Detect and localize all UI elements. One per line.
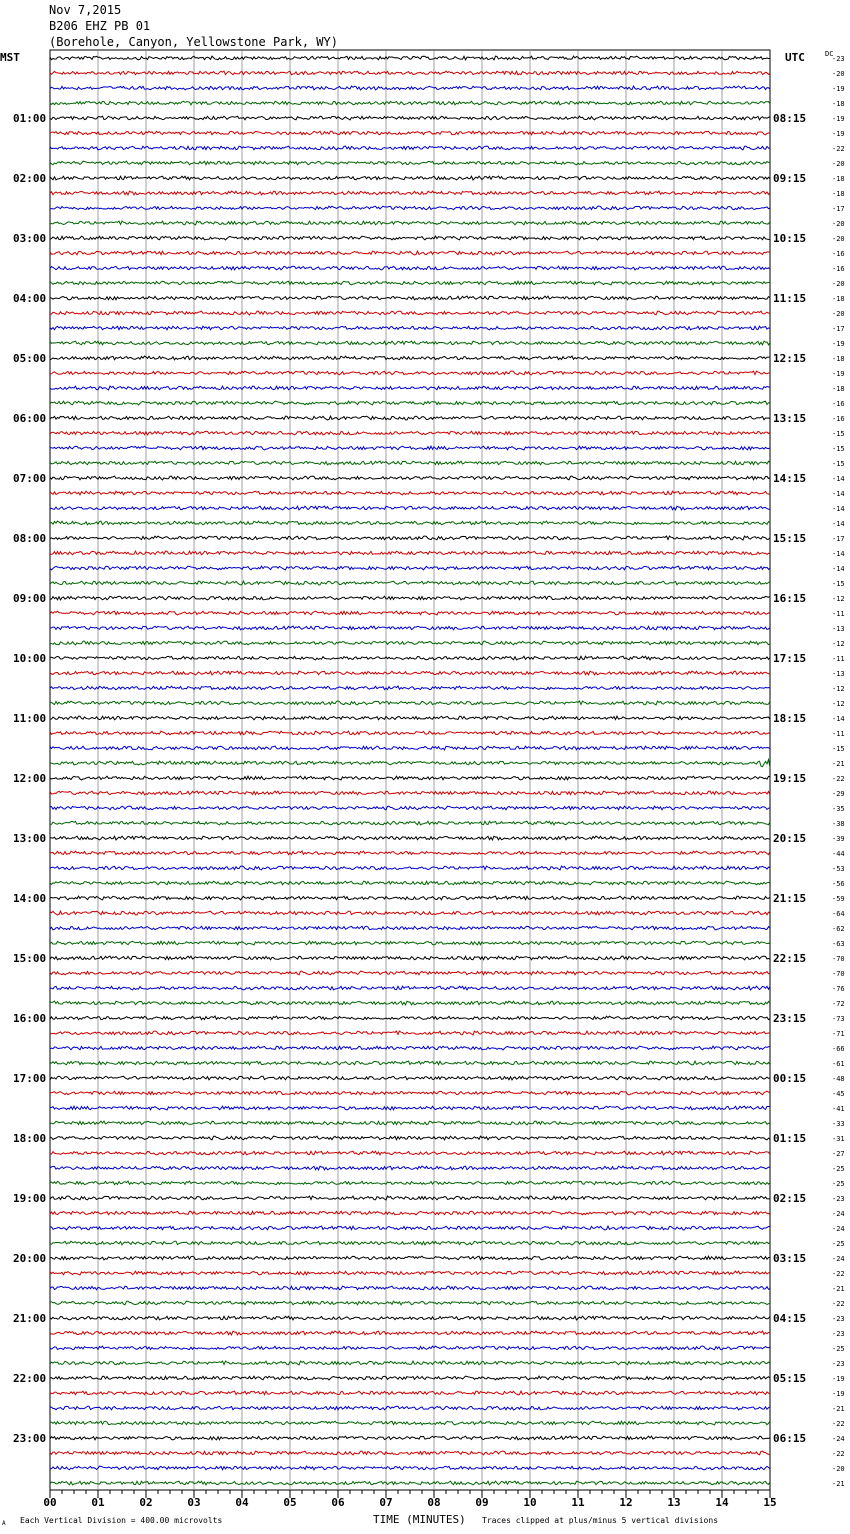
x-tick-label: 15 (763, 1496, 777, 1509)
trace-row (50, 866, 770, 870)
dc-offset-label: -39 (832, 835, 845, 843)
trace-row (50, 1121, 770, 1125)
dc-offset-label: -12 (832, 595, 845, 603)
x-tick-label: 11 (571, 1496, 585, 1509)
dc-offset-label: -19 (832, 1375, 845, 1383)
label-group (13, 55, 845, 1509)
trace-row (50, 191, 770, 195)
left-hour-label: 03:00 (13, 232, 47, 245)
dc-offset-label: -59 (832, 895, 845, 903)
trace-row (50, 1436, 770, 1440)
right-hour-label: 16:15 (773, 592, 807, 605)
trace-row (50, 311, 770, 315)
trace-row (50, 1031, 770, 1035)
dc-offset-label: -20 (832, 160, 845, 168)
dc-offset-label: -18 (832, 385, 845, 393)
x-tick-label: 04 (235, 1496, 249, 1509)
trace-row (50, 1376, 770, 1380)
right-hour-label: 21:15 (773, 892, 807, 905)
dc-offset-label: -12 (832, 700, 845, 708)
trace-row (50, 1451, 770, 1455)
dc-offset-label: -23 (832, 1195, 845, 1203)
right-hour-label: 04:15 (773, 1312, 807, 1325)
dc-offset-label: -62 (832, 925, 845, 933)
plot-date: Nov 7,2015 (49, 3, 122, 17)
left-hour-label: 08:00 (13, 532, 47, 545)
left-hour-label: 04:00 (13, 292, 47, 305)
left-hour-label: 01:00 (13, 112, 47, 125)
trace-row (50, 760, 770, 768)
dc-offset-label: -14 (832, 475, 845, 483)
dc-offset-header: DC (825, 50, 834, 58)
left-hour-label: 13:00 (13, 832, 47, 845)
left-hour-label: 02:00 (13, 172, 47, 185)
dc-offset-label: -20 (832, 1465, 845, 1473)
trace-row (50, 1271, 770, 1275)
dc-offset-label: -22 (832, 1420, 845, 1428)
dc-offset-label: -24 (832, 1210, 845, 1218)
dc-offset-label: -71 (832, 1030, 845, 1038)
trace-row (50, 146, 770, 150)
right-hour-label: 02:15 (773, 1192, 807, 1205)
right-hour-label: 08:15 (773, 112, 807, 125)
dc-offset-label: -15 (832, 580, 845, 588)
right-hour-label: 23:15 (773, 1012, 807, 1025)
dc-offset-label: -24 (832, 1255, 845, 1263)
dc-offset-label: -11 (832, 610, 845, 618)
dc-offset-label: -20 (832, 70, 845, 78)
trace-row (50, 971, 770, 975)
dc-offset-label: -14 (832, 715, 845, 723)
trace-row (50, 1001, 770, 1005)
left-hour-label: 15:00 (13, 952, 47, 965)
trace-group (50, 56, 770, 1485)
left-hour-label: 11:00 (13, 712, 47, 725)
left-hour-label: 16:00 (13, 1012, 47, 1025)
trace-row (50, 1061, 770, 1065)
dc-offset-label: -22 (832, 1270, 845, 1278)
left-hour-label: 12:00 (13, 772, 47, 785)
right-hour-label: 19:15 (773, 772, 807, 785)
right-hour-label: 22:15 (773, 952, 807, 965)
trace-row (50, 581, 770, 585)
trace-row (50, 731, 770, 735)
trace-row (50, 1166, 770, 1170)
x-tick-label: 09 (475, 1496, 489, 1509)
trace-row (50, 401, 770, 405)
left-hour-label: 21:00 (13, 1312, 47, 1325)
dc-offset-label: -64 (832, 910, 845, 918)
dc-offset-label: -14 (832, 550, 845, 558)
dc-offset-label: -19 (832, 1390, 845, 1398)
trace-row (50, 686, 770, 690)
dc-offset-label: -20 (832, 235, 845, 243)
trace-row (50, 596, 770, 600)
trace-row (50, 101, 770, 105)
dc-offset-label: -44 (832, 850, 845, 858)
trace-row (50, 251, 770, 255)
trace-row (50, 1481, 770, 1485)
left-hour-label: 14:00 (13, 892, 47, 905)
dc-offset-label: -15 (832, 460, 845, 468)
dc-offset-label: -20 (832, 310, 845, 318)
x-tick-label: 12 (619, 1496, 633, 1509)
dc-offset-label: -18 (832, 355, 845, 363)
right-hour-label: 20:15 (773, 832, 807, 845)
x-tick-label: 01 (91, 1496, 105, 1509)
dc-offset-label: -14 (832, 505, 845, 513)
trace-row (50, 1286, 770, 1290)
trace-row (50, 956, 770, 960)
dc-offset-label: -22 (832, 775, 845, 783)
trace-row (50, 161, 770, 165)
left-hour-label: 23:00 (13, 1432, 47, 1445)
dc-offset-label: -35 (832, 805, 845, 813)
right-hour-label: 11:15 (773, 292, 807, 305)
dc-offset-label: -18 (832, 100, 845, 108)
trace-row (50, 1406, 770, 1410)
trace-row (50, 536, 770, 540)
trace-row (50, 806, 770, 810)
trace-row (50, 1331, 770, 1335)
dc-offset-label: -23 (832, 55, 845, 63)
dc-offset-label: -19 (832, 340, 845, 348)
right-timezone-label: UTC (785, 51, 805, 64)
right-hour-label: 01:15 (773, 1132, 807, 1145)
dc-offset-label: -24 (832, 1225, 845, 1233)
trace-row (50, 1136, 770, 1140)
dc-offset-label: -15 (832, 745, 845, 753)
trace-row (50, 296, 770, 300)
dc-offset-label: -25 (832, 1240, 845, 1248)
x-tick-label: 14 (715, 1496, 729, 1509)
dc-offset-label: -19 (832, 130, 845, 138)
dc-offset-label: -70 (832, 970, 845, 978)
right-hour-label: 15:15 (773, 532, 807, 545)
x-axis-title: TIME (MINUTES) (373, 1513, 466, 1526)
left-timezone-label: MST (0, 51, 20, 64)
trace-row (50, 776, 770, 780)
dc-offset-label: -14 (832, 565, 845, 573)
dc-offset-label: -53 (832, 865, 845, 873)
right-hour-label: 10:15 (773, 232, 807, 245)
dc-offset-label: -29 (832, 790, 845, 798)
dc-offset-label: -11 (832, 655, 845, 663)
trace-row (50, 641, 770, 645)
right-hour-label: 06:15 (773, 1432, 807, 1445)
x-tick-label: 08 (427, 1496, 441, 1509)
dc-offset-label: -21 (832, 1480, 845, 1488)
trace-row (50, 1076, 770, 1080)
x-tick-label: 02 (139, 1496, 153, 1509)
dc-offset-label: -14 (832, 490, 845, 498)
trace-row (50, 1091, 770, 1095)
dc-offset-label: -24 (832, 1435, 845, 1443)
trace-row (50, 476, 770, 480)
trace-row (50, 911, 770, 915)
dc-offset-label: -16 (832, 265, 845, 273)
trace-row (50, 266, 770, 270)
trace-row (50, 926, 770, 930)
dc-offset-label: -12 (832, 685, 845, 693)
station-location: (Borehole, Canyon, Yellowstone Park, WY) (49, 35, 338, 49)
right-hour-label: 12:15 (773, 352, 807, 365)
trace-row (50, 56, 770, 60)
right-hour-label: 17:15 (773, 652, 807, 665)
left-hour-label: 09:00 (13, 592, 47, 605)
dc-offset-label: -20 (832, 280, 845, 288)
x-tick-label: 07 (379, 1496, 393, 1509)
x-tick-label: 13 (667, 1496, 681, 1509)
dc-offset-label: -63 (832, 940, 845, 948)
trace-row (50, 1301, 770, 1305)
trace-row (50, 1151, 770, 1155)
dc-offset-label: -20 (832, 220, 845, 228)
trace-row (50, 881, 770, 885)
dc-offset-label: -17 (832, 325, 845, 333)
trace-row (50, 1391, 770, 1395)
trace-row (50, 1241, 770, 1245)
dc-offset-label: -17 (832, 205, 845, 213)
trace-row (50, 671, 770, 675)
left-hour-label: 18:00 (13, 1132, 47, 1145)
dc-offset-label: -19 (832, 85, 845, 93)
trace-row (50, 851, 770, 855)
trace-row (50, 1226, 770, 1230)
trace-row (50, 941, 770, 945)
dc-offset-label: -33 (832, 1120, 845, 1128)
dc-offset-label: -76 (832, 985, 845, 993)
trace-row (50, 221, 770, 225)
dc-offset-label: -19 (832, 115, 845, 123)
trace-row (50, 716, 770, 720)
dc-offset-label: -22 (832, 1450, 845, 1458)
left-hour-label: 06:00 (13, 412, 47, 425)
x-tick-label: 03 (187, 1496, 201, 1509)
trace-row (50, 1316, 770, 1320)
trace-row (50, 1211, 770, 1215)
trace-row (50, 1466, 770, 1470)
dc-offset-label: -25 (832, 1165, 845, 1173)
dc-offset-label: -23 (832, 1330, 845, 1338)
trace-row (50, 86, 770, 90)
trace-row (50, 341, 770, 345)
trace-row (50, 791, 770, 795)
trace-row (50, 701, 770, 705)
left-hour-label: 05:00 (13, 352, 47, 365)
trace-row (50, 611, 770, 615)
x-tick-label: 10 (523, 1496, 537, 1509)
right-hour-label: 18:15 (773, 712, 807, 725)
dc-offset-label: -25 (832, 1345, 845, 1353)
right-hour-label: 00:15 (773, 1072, 807, 1085)
clip-note: Traces clipped at plus/minus 5 vertical divisions (482, 1516, 719, 1525)
trace-row (50, 656, 770, 660)
trace-row (50, 1016, 770, 1020)
trace-row (50, 431, 770, 435)
dc-offset-label: -16 (832, 415, 845, 423)
dc-offset-label: -66 (832, 1045, 845, 1053)
dc-offset-label: -15 (832, 445, 845, 453)
trace-row (50, 416, 770, 420)
right-hour-label: 03:15 (773, 1252, 807, 1265)
x-tick-label: 00 (43, 1496, 57, 1509)
trace-row (50, 1361, 770, 1365)
corner-mark: A (2, 1520, 6, 1527)
trace-row (50, 746, 770, 750)
dc-offset-label: -17 (832, 535, 845, 543)
dc-offset-label: -70 (832, 955, 845, 963)
trace-row (50, 461, 770, 465)
dc-offset-label: -12 (832, 640, 845, 648)
right-hour-label: 09:15 (773, 172, 807, 185)
trace-row (50, 176, 770, 180)
dc-offset-label: -41 (832, 1105, 845, 1113)
trace-row (50, 551, 770, 555)
dc-offset-label: -21 (832, 1405, 845, 1413)
dc-offset-label: -38 (832, 820, 845, 828)
trace-row (50, 116, 770, 120)
trace-row (50, 206, 770, 210)
left-hour-label: 20:00 (13, 1252, 47, 1265)
left-hour-label: 07:00 (13, 472, 47, 485)
trace-row (50, 1256, 770, 1260)
trace-row (50, 446, 770, 450)
dc-offset-label: -72 (832, 1000, 845, 1008)
dc-offset-label: -16 (832, 250, 845, 258)
trace-row (50, 1181, 770, 1185)
dc-offset-label: -56 (832, 880, 845, 888)
trace-row (50, 131, 770, 135)
dc-offset-label: -25 (832, 1180, 845, 1188)
dc-offset-label: -61 (832, 1060, 845, 1068)
dc-offset-label: -22 (832, 145, 845, 153)
trace-row (50, 1046, 770, 1050)
trace-row (50, 1421, 770, 1425)
trace-row (50, 1106, 770, 1110)
dc-offset-label: -18 (832, 175, 845, 183)
dc-offset-label: -18 (832, 190, 845, 198)
dc-offset-label: -19 (832, 370, 845, 378)
dc-offset-label: -23 (832, 1315, 845, 1323)
trace-row (50, 386, 770, 390)
dc-offset-label: -18 (832, 295, 845, 303)
x-tick-label: 05 (283, 1496, 297, 1509)
station-code: B206 EHZ PB 01 (49, 19, 151, 33)
trace-row (50, 1346, 770, 1350)
dc-offset-label: -48 (832, 1075, 845, 1083)
trace-row (50, 821, 770, 825)
dc-offset-label: -21 (832, 760, 845, 768)
trace-row (50, 326, 770, 330)
trace-row (50, 896, 770, 900)
right-hour-label: 14:15 (773, 472, 807, 485)
dc-offset-label: -45 (832, 1090, 845, 1098)
trace-row (50, 836, 770, 840)
right-hour-label: 13:15 (773, 412, 807, 425)
dc-offset-label: -27 (832, 1150, 845, 1158)
dc-offset-label: -22 (832, 1300, 845, 1308)
trace-row (50, 1196, 770, 1200)
trace-row (50, 71, 770, 75)
trace-row (50, 626, 770, 630)
left-hour-label: 19:00 (13, 1192, 47, 1205)
trace-row (50, 356, 770, 360)
dc-offset-label: -14 (832, 520, 845, 528)
scale-note: Each Vertical Division = 400.00 microvolts (20, 1516, 223, 1525)
left-hour-label: 10:00 (13, 652, 47, 665)
right-hour-label: 05:15 (773, 1372, 807, 1385)
trace-row (50, 371, 770, 375)
trace-row (50, 986, 770, 990)
dc-offset-label: -73 (832, 1015, 845, 1023)
trace-row (50, 521, 770, 525)
dc-offset-label: -13 (832, 625, 845, 633)
dc-offset-label: -21 (832, 1285, 845, 1293)
trace-row (50, 491, 770, 495)
left-hour-label: 17:00 (13, 1072, 47, 1085)
dc-offset-label: -11 (832, 730, 845, 738)
dc-offset-label: -31 (832, 1135, 845, 1143)
trace-row (50, 566, 770, 570)
trace-row (50, 281, 770, 285)
dc-offset-label: -13 (832, 670, 845, 678)
dc-offset-label: -15 (832, 430, 845, 438)
x-tick-label: 06 (331, 1496, 345, 1509)
trace-row (50, 506, 770, 510)
dc-offset-label: -23 (832, 1360, 845, 1368)
trace-row (50, 236, 770, 240)
dc-offset-label: -16 (832, 400, 845, 408)
left-hour-label: 22:00 (13, 1372, 47, 1385)
